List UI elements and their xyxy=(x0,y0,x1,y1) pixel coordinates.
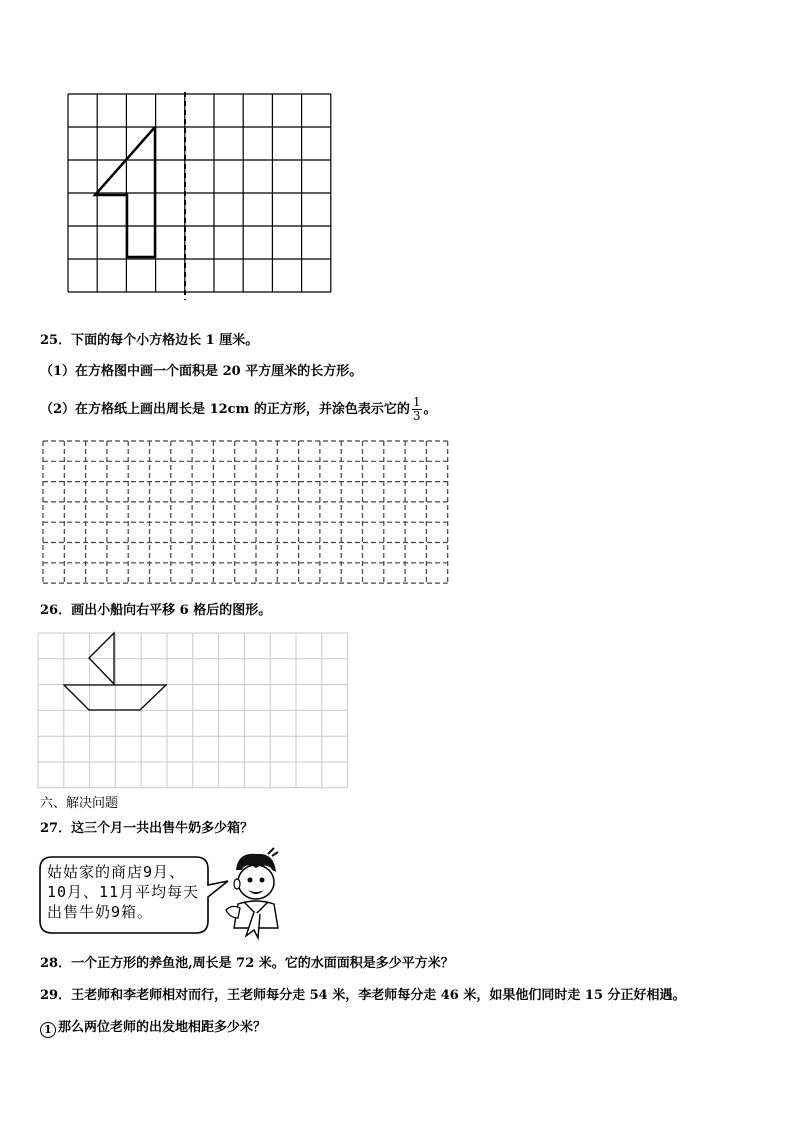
section6-heading: 六、解决问题 xyxy=(40,796,119,811)
q29-title: 29．王老师和李老师相对而行，王老师每分走 54 米，李老师每分走 46 米，如果他们同时走 15 分正好相遇。 xyxy=(40,988,686,1003)
q29-sub1: 1 那么两位老师的出发地相距多少米？ xyxy=(40,1020,266,1038)
boy-illustration xyxy=(218,848,288,948)
half-figure-outline xyxy=(95,127,155,257)
q25-part2: （2）在方格纸上画出周长是 12cm 的正方形，并涂色表示它的 $\frac{1}{3}$ 。 xyxy=(40,395,437,423)
q26-title: 26．画出小船向右平移 6 格后的图形。 xyxy=(40,603,272,618)
bubble-line-3: 出售牛奶9箱。 xyxy=(47,903,154,921)
bubble-line-1: 姑姑家的商店9月、 xyxy=(47,863,186,881)
q28-title: 28．一个正方形的养鱼池,周长是 72 米。它的水面面积是多少平方米？ xyxy=(40,956,454,971)
q25-part1: （1）在方格图中画一个面积是 20 平方厘米的长方形。 xyxy=(40,364,363,379)
q27-title: 27．这三个月一共出售牛奶多少箱？ xyxy=(40,821,254,836)
one-third-fraction: $\frac{1}{3}$ xyxy=(412,395,421,423)
circled-number-icon: 1 xyxy=(40,1022,56,1038)
boat-grid xyxy=(0,625,794,795)
q25-title: 25．下面的每个小方格边长 1 厘米。 xyxy=(40,333,259,348)
dashed-grid-paper xyxy=(0,430,794,590)
symmetry-grid-figure xyxy=(0,0,794,310)
bubble-line-2: 10月、11月平均每天 xyxy=(47,883,200,901)
